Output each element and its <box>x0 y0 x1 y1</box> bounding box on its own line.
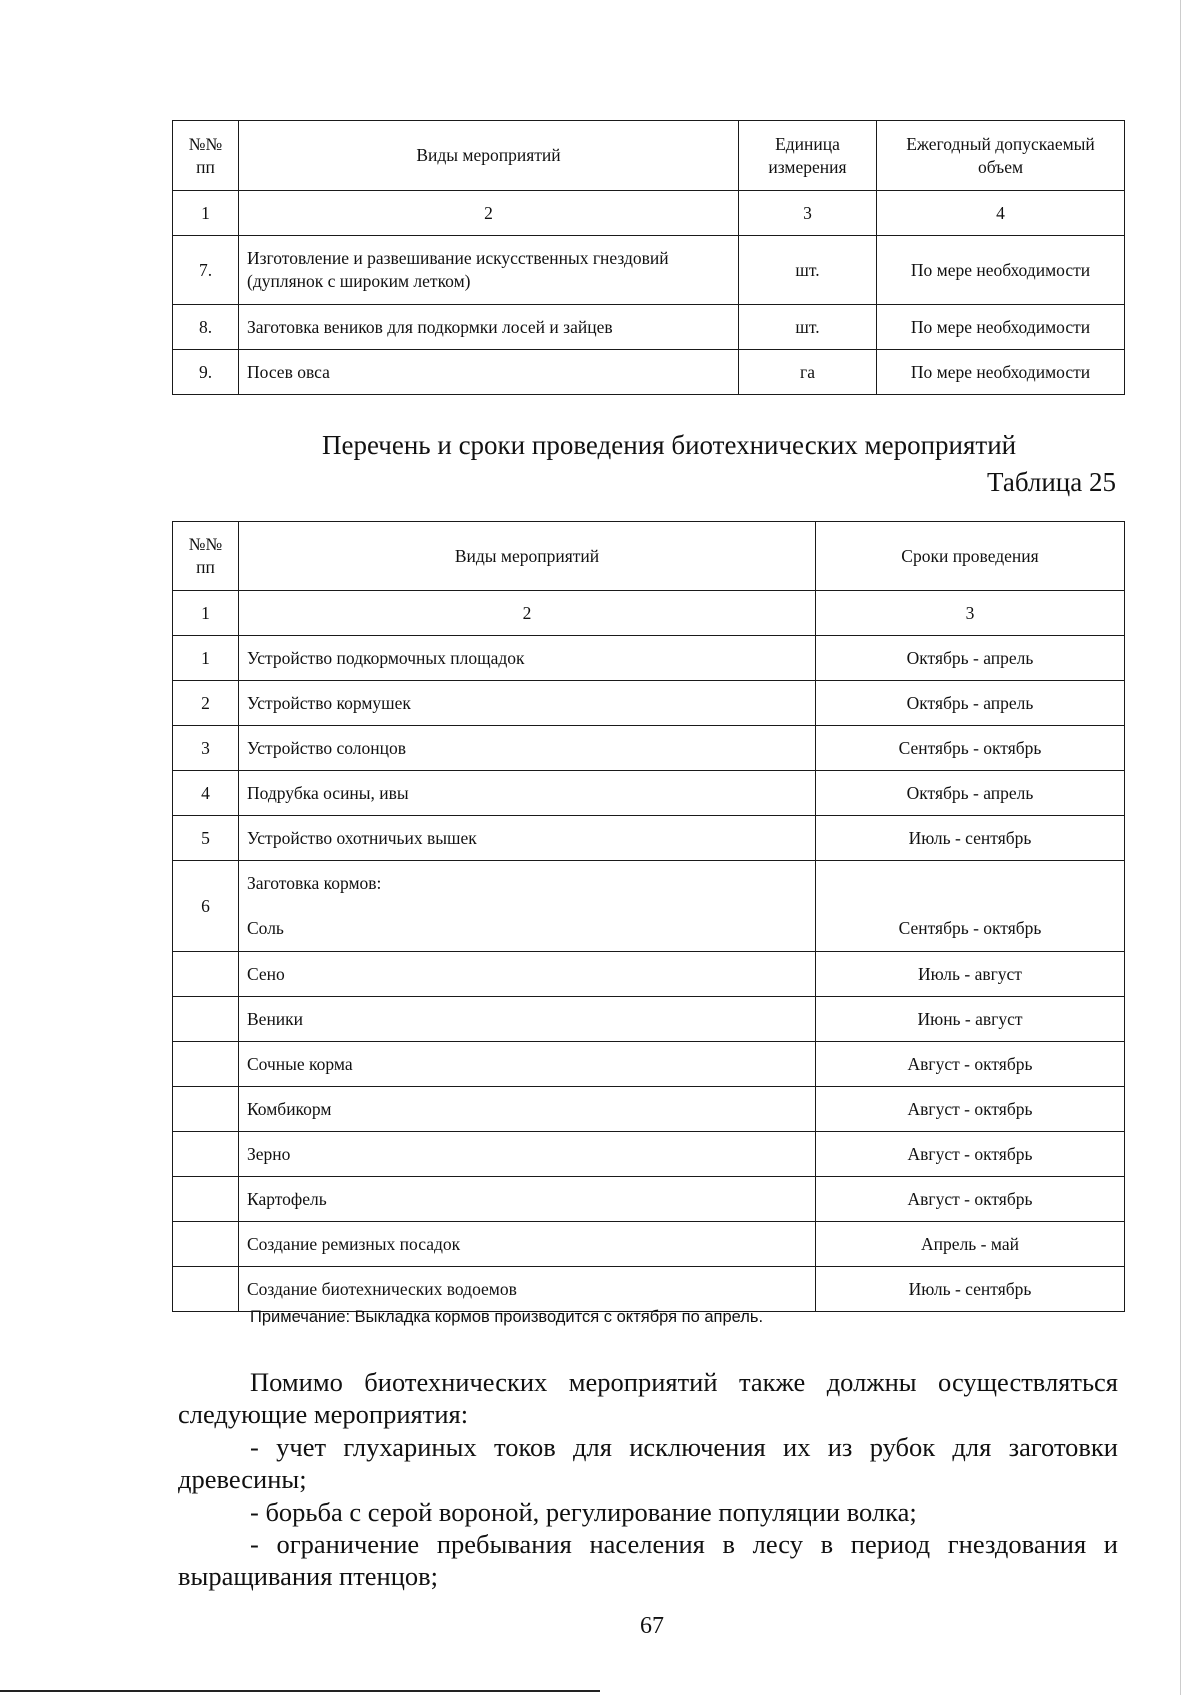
table-row <box>173 997 1125 1042</box>
column-number: 1 <box>173 191 239 236</box>
row-activity-line1: Изготовление и развешивание искусственных гнездовий <box>247 248 669 268</box>
header-number-line1: №№ <box>188 534 223 554</box>
column-number: 2 <box>239 191 739 236</box>
header-volume-line1: Ежегодный допускаемый <box>906 133 1095 154</box>
row-period: Апрель - май <box>816 1222 1125 1267</box>
row-activity: Сено <box>239 952 816 997</box>
column-number: 3 <box>739 191 877 236</box>
row-period: Июнь - август <box>816 997 1125 1042</box>
header-period: Сроки проведения <box>816 522 1125 591</box>
table-row <box>173 681 1125 726</box>
row-activity: Комбикорм <box>239 1087 816 1132</box>
table-row <box>173 236 1125 305</box>
row-activity: Устройство солонцов <box>239 726 816 771</box>
table-row <box>173 1177 1125 1222</box>
table-row <box>173 1132 1125 1177</box>
column-number: 2 <box>239 591 816 636</box>
row-number <box>173 1132 239 1177</box>
row-activity: Веники <box>239 997 816 1042</box>
header-unit <box>739 121 877 191</box>
row-unit: шт. <box>739 236 877 305</box>
row-number <box>173 1177 239 1222</box>
column-number: 4 <box>877 191 1125 236</box>
row-period: Октябрь - апрель <box>816 771 1125 816</box>
row-period: Август - октябрь <box>816 1087 1125 1132</box>
row-activity: Заготовка веников для подкормки лосей и зайцев <box>239 305 739 350</box>
header-activity: Виды мероприятий <box>239 121 739 191</box>
header-unit-line1: Единица <box>775 133 840 154</box>
table-title: Перечень и сроки проведения биотехнических мероприятий <box>322 430 1017 460</box>
row-activity: Картофель <box>239 1177 816 1222</box>
table-note: Примечание: Выкладка кормов производится с октября по апрель. <box>250 1308 764 1326</box>
row-volume: По мере необходимости <box>877 350 1125 395</box>
table-row <box>173 1042 1125 1087</box>
header-volume <box>877 121 1125 191</box>
row-activity: Устройство охотничьих вышек <box>239 816 816 861</box>
row-number <box>173 952 239 997</box>
table-header-row <box>173 522 1125 591</box>
row-number: 1 <box>173 636 239 681</box>
row-volume: По мере необходимости <box>877 305 1125 350</box>
row-period: Август - октябрь <box>816 1042 1125 1087</box>
header-unit-line2: измерения <box>768 156 847 177</box>
activities-volume-table <box>172 120 1125 395</box>
row-period: Июль - сентябрь <box>816 1267 1125 1312</box>
row-activity: Зерно <box>239 1132 816 1177</box>
row-period: Август - октябрь <box>816 1132 1125 1177</box>
row-period: Сентябрь - октябрь <box>816 726 1125 771</box>
body-paragraph: - учет глухариных токов для исключения их из рубок для заготовки древесины; <box>178 1432 1118 1494</box>
row-number <box>173 1042 239 1087</box>
row-unit: га <box>739 350 877 395</box>
table-row <box>173 771 1125 816</box>
column-numbering-row <box>173 591 1125 636</box>
row-period-blank <box>824 861 1116 906</box>
table-row <box>173 1267 1125 1312</box>
header-number <box>173 522 239 591</box>
row-number: 9. <box>173 350 239 395</box>
body-paragraph: - ограничение пребывания населения в лесу в период гнездования и выращивания птенцов; <box>178 1529 1118 1591</box>
row-number <box>173 1222 239 1267</box>
body-paragraph: Помимо биотехнических мероприятий также должны осуществляться следующие мероприятия: <box>178 1367 1118 1429</box>
row-activity <box>239 861 816 952</box>
table-row <box>173 952 1125 997</box>
row-unit: шт. <box>739 305 877 350</box>
row-activity: Подрубка осины, ивы <box>239 771 816 816</box>
row-activity-group-label: Заготовка кормов: <box>247 873 382 893</box>
row-activity: Сочные корма <box>239 1042 816 1087</box>
header-number-line2: пп <box>196 557 215 577</box>
header-number-line1: №№ <box>188 133 223 154</box>
row-volume: По мере необходимости <box>877 236 1125 305</box>
row-activity: Устройство подкормочных площадок <box>239 636 816 681</box>
scan-edge-line <box>1180 0 1181 1695</box>
body-paragraph: - борьба с серой вороной, регулирование популяции волка; <box>250 1497 917 1527</box>
row-number: 2 <box>173 681 239 726</box>
page-number: 67 <box>640 1613 664 1639</box>
row-number <box>173 997 239 1042</box>
table-row <box>173 636 1125 681</box>
table-caption: Таблица 25 <box>987 467 1116 497</box>
row-activity: Создание биотехнических водоемов <box>239 1267 816 1312</box>
row-number <box>173 1087 239 1132</box>
row-activity: Создание ремизных посадок <box>239 1222 816 1267</box>
table-row <box>173 350 1125 395</box>
row-number: 7. <box>173 236 239 305</box>
table-row <box>173 726 1125 771</box>
column-number: 1 <box>173 591 239 636</box>
row-period: Октябрь - апрель <box>816 681 1125 726</box>
row-number: 5 <box>173 816 239 861</box>
row-period-value: Сентябрь - октябрь <box>898 918 1042 938</box>
row-activity <box>239 236 739 305</box>
table-row <box>173 1222 1125 1267</box>
row-period: Июль - сентябрь <box>816 816 1125 861</box>
header-activity: Виды мероприятий <box>239 522 816 591</box>
row-period: Октябрь - апрель <box>816 636 1125 681</box>
row-period: Август - октябрь <box>816 1177 1125 1222</box>
table-row <box>173 861 1125 952</box>
header-number <box>173 121 239 191</box>
table-row <box>173 816 1125 861</box>
row-number <box>173 1267 239 1312</box>
row-number: 3 <box>173 726 239 771</box>
table-row <box>173 305 1125 350</box>
row-number: 6 <box>173 861 239 952</box>
bottom-rule <box>0 1690 600 1692</box>
row-number: 8. <box>173 305 239 350</box>
table-row <box>173 1087 1125 1132</box>
row-activity-subitem: Соль <box>247 918 284 938</box>
column-numbering-row <box>173 191 1125 236</box>
table-header-row <box>173 121 1125 191</box>
row-period: Июль - август <box>816 952 1125 997</box>
row-activity: Устройство кормушек <box>239 681 816 726</box>
row-activity-line2: (дуплянок с широким летком) <box>247 271 471 291</box>
row-number: 4 <box>173 771 239 816</box>
activities-schedule-table <box>172 521 1125 1312</box>
header-number-line2: пп <box>196 156 215 177</box>
column-number: 3 <box>816 591 1125 636</box>
row-period <box>816 861 1125 952</box>
row-activity: Посев овса <box>239 350 739 395</box>
header-volume-line2: объем <box>977 156 1024 177</box>
